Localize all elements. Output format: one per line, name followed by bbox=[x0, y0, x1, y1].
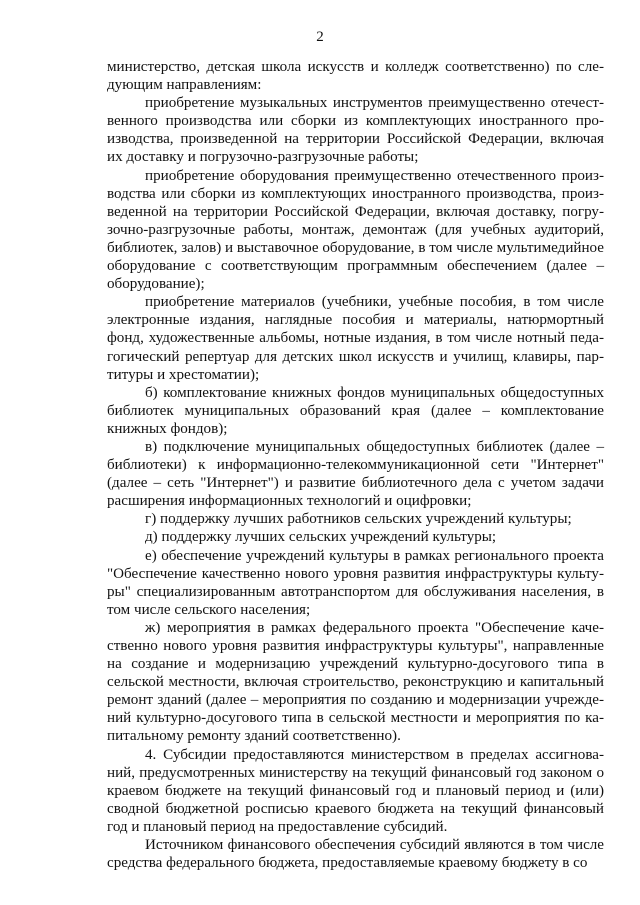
paragraph-item-e: е) обеспечение учреждений культуры в рамках регионального проекта "Обеспечение качественно нового уровня развития инфраструктуры культуры" специализированным автотранспортом для обслуживания населения, в том числе сельского населения; bbox=[107, 547, 604, 618]
paragraph-item-zh: ж) мероприятия в рамках федерального проекта "Обеспечение качественно нового уровня развития инфраструктуры культуры", направленные на создание и модернизацию учреждений культурно-досугового типа в сельской местности, включая строительство, реконструкцию и капитальный ремонт зданий (далее – мероприятия по созданию и модернизации учреждений культурно-досугового типа в сельской местности и мероприятия по капитальному ремонту зданий соответственно). bbox=[107, 619, 604, 745]
paragraph-continuation: министерство, детская школа искусств и колледж соответственно) по следующим направлениям: bbox=[107, 59, 604, 94]
paragraph-item-v: в) подключение муниципальных общедоступных библиотек (далее – библиотеки) к информационно-телекоммуникационной сети "Интернет" (далее – сеть "Интернет") и развитие библиотечного дела с учетом задачи расширения информационных технологий и оцифровки; bbox=[107, 438, 604, 510]
paragraph-musical-instruments: приобретение музыкальных инструментов преимущественно отечественного производства или сборки из комплектующих иностранного производства, произведенной на территории Российской Федерации, включая их доставку и погрузочно-разгрузочные работы; bbox=[107, 95, 604, 166]
paragraph-item-d: д) поддержку лучших сельских учреждений культуры; bbox=[145, 529, 497, 546]
document-body bbox=[107, 58, 604, 872]
paragraph-item-g: г) поддержку лучших работников сельских учреждений культуры; bbox=[145, 511, 572, 528]
paragraph-funding-source: Источником финансового обеспечения субсидий являются в том числе средства федерального бюджета, предоставляемые краевому бюджету в со bbox=[107, 837, 604, 872]
paragraph-equipment: приобретение оборудования преимущественно отечественного производства или сборки из комплектующих иностранного производства, произведенной на территории Российской Федерации, включая доставку, погрузочно-разгрузочные работы, монтаж, демонтаж (для учебных аудиторий, библиотек, залов) и выставочное оборудование, в том числе мультимедийное оборудование с соответствующим программным обеспечением (далее – оборудование); bbox=[107, 167, 604, 293]
paragraph-clause-4: 4. Субсидии предоставляются министерством в пределах ассигнований, предусмотренных министерству на текущий финансовый год законом о краевом бюджете на текущий финансовый год и плановый период и (или) сводной бюджетной росписью краевого бюджета на текущий финансовый год и плановый период на предоставление субсидий. bbox=[107, 746, 604, 835]
paragraph-item-b: б) комплектование книжных фондов муниципальных общедоступных библиотек муниципальных образований края (далее – комплектование книжных фондов); bbox=[107, 384, 604, 437]
page-number: 2 bbox=[316, 29, 324, 45]
paragraph-materials: приобретение материалов (учебники, учебные пособия, в том числе электронные издания, наглядные пособия и материалы, натюрмортный фонд, художественные альбомы, нотные издания, в том числе нотный педагогический репертуар для детских школ искусств и училищ, клавиры, партитуры и хрестоматии); bbox=[107, 294, 604, 383]
